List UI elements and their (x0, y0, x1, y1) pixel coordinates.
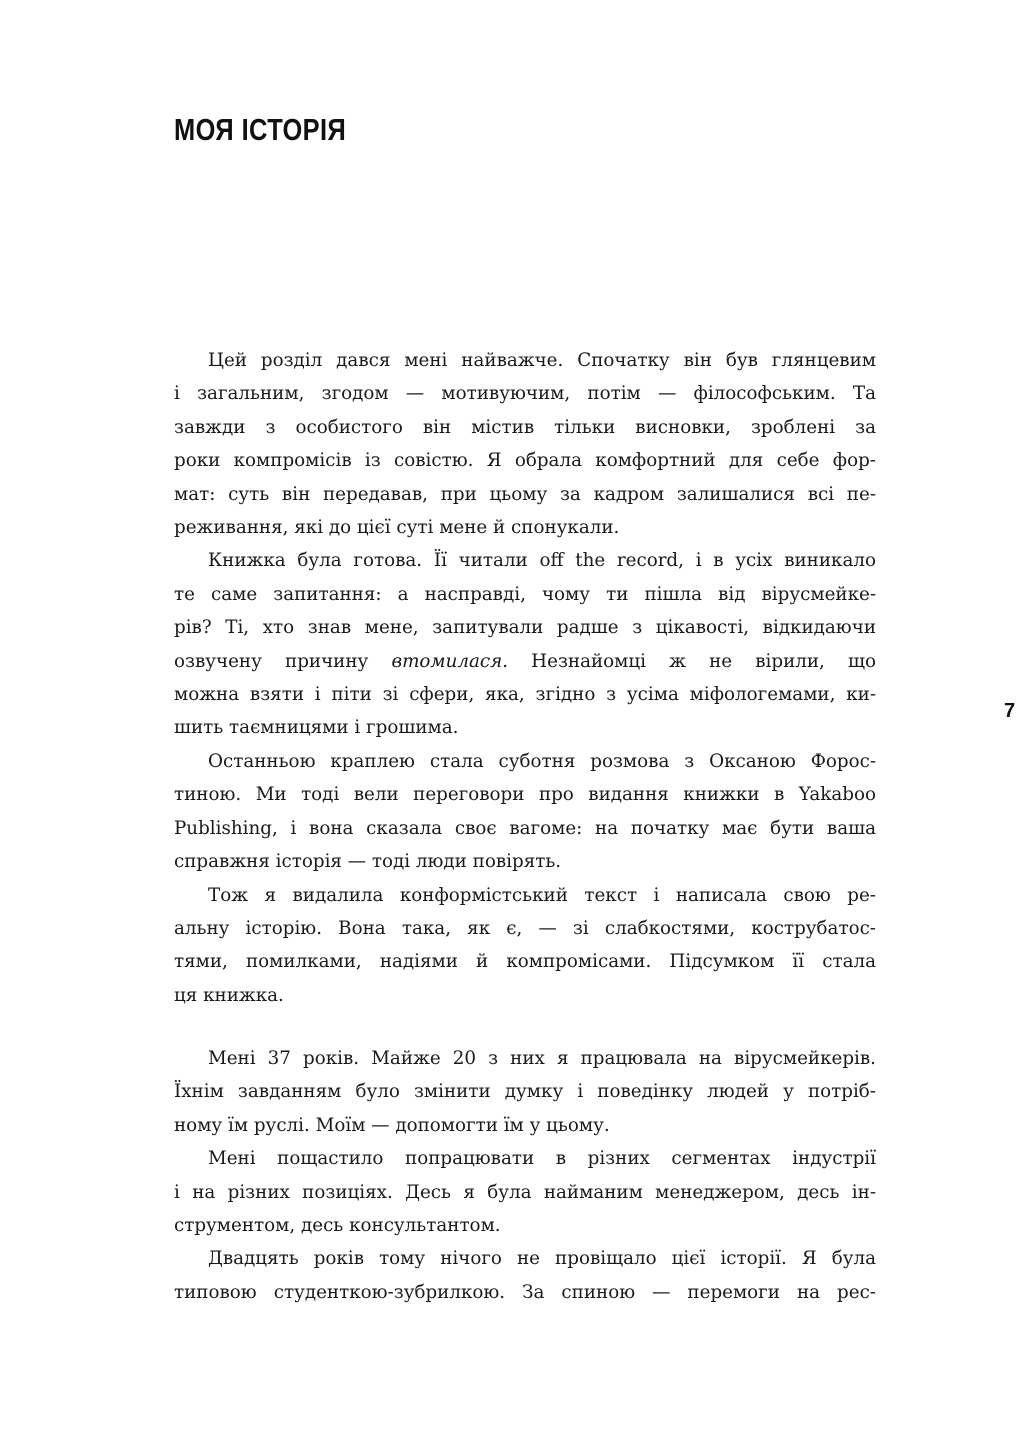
text-line: Книжка була готова. Її читали off the record, і в усіх виникало (208, 550, 876, 572)
text-fragment: озвучену причину (174, 650, 392, 672)
text-line: ному їм руслі. Моїм — допомогти їм у цьому. (174, 1114, 610, 1136)
paragraph (174, 1242, 876, 1309)
italic-word: втомилася (391, 650, 503, 672)
text-line-with-emphasis (174, 645, 876, 678)
text-line: альну історію. Вона така, як є, — зі слабкостями, кострубатос- (174, 917, 876, 939)
text-line: Цей розділ дався мені найважче. Спочатку він був глянцевим (208, 350, 876, 371)
text-line: Мені 37 років. Майже 20 з них я працювала на вірусмейкерів. (208, 1048, 876, 1069)
text-line: Мені пощастило попрацювати в різних сегментах індустрії (208, 1148, 876, 1170)
text-line: справжня історія — тоді люди повірять. (174, 851, 562, 873)
text-line: тиною. Ми тоді вели переговори про видання книжки в Yakaboo (174, 784, 876, 806)
text-line: і на різних позиціях. Десь я була найманим менеджером, десь ін- (174, 1181, 876, 1203)
paragraph (174, 544, 876, 744)
text-line: шить таємницями і грошима. (174, 717, 459, 739)
page-number: 7 (1004, 700, 1016, 722)
text-line: Двадцять років тому нічого не провіщало цієї історії. Я була (208, 1248, 876, 1270)
paragraph (174, 344, 876, 544)
chapter-title: МОЯ ІСТОРІЯ (174, 112, 347, 147)
text-line: можна взяти і піти зі сфери, яка, згідно з усіма міфологемами, ки- (174, 684, 876, 706)
text-line: і загальним, згодом — мотивуючим, потім — філософським. Та (174, 383, 876, 405)
text-line: Publishing, і вона сказала своє вагоме: на початку має бути ваша (174, 817, 876, 839)
text-line: тями, помилками, надіями й компромісами. Підсумком її стала (174, 951, 876, 973)
text-line: Останньою краплею стала суботня розмова з Оксаною Форос- (208, 750, 876, 772)
text-line: реживання, які до цієї суті мене й спонукали. (174, 517, 620, 539)
text-line: типовою студенткою-зубрилкою. За спиною — перемоги на рес- (174, 1281, 876, 1303)
paragraph (174, 1042, 876, 1142)
paragraph (174, 1142, 876, 1242)
text-line: мат: суть він передавав, при цьому за кадром залишалися всі пе- (174, 483, 876, 505)
text-line: завжди з особистого він містив тільки висновки, зроблені за (174, 416, 876, 438)
text-line: ця книжка. (174, 984, 284, 1006)
paragraph (174, 745, 876, 879)
text-line: роки компромісів із совістю. Я обрала комфортний для себе фор- (174, 450, 876, 472)
text-line: рів? Ті, хто знав мене, запитували радше з цікавості, відкидаючи (174, 617, 876, 639)
body-text-section-2 (174, 1042, 876, 1309)
text-line: те саме запитання: а насправді, чому ти пішла від вірусмейке- (174, 583, 876, 605)
paragraph (174, 879, 876, 1013)
text-line: струментом, десь консультантом. (174, 1215, 501, 1237)
text-fragment: . Незнайомці ж не вірили, що (502, 650, 877, 672)
body-text-section-1 (174, 344, 876, 1012)
text-line: Тож я видалила конформістський текст і написала свою ре- (208, 884, 876, 906)
text-line: Їхнім завданням було змінити думку і поведінку людей у потріб- (174, 1081, 876, 1103)
